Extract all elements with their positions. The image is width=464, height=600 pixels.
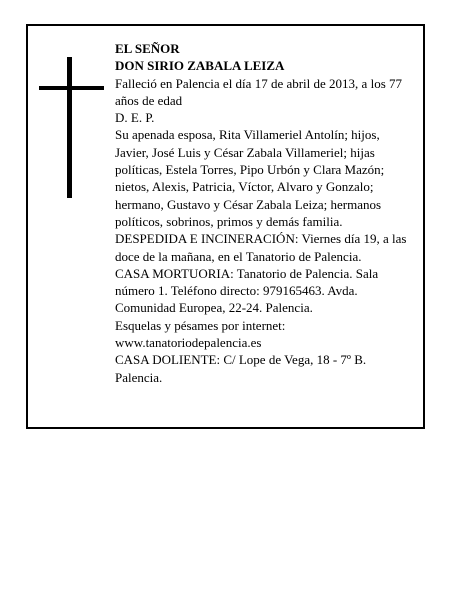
- death-statement: Falleció en Palencia el día 17 de abril de 2013, a los 77 años de edad: [115, 75, 402, 108]
- cross-vertical-bar: [67, 57, 72, 198]
- cross-horizontal-bar: [39, 86, 104, 90]
- farewell-info: DESPEDIDA E INCINERACIÓN: Viernes día 19, a las doce de la mañana, en el Tanatorio de Palencia.: [115, 231, 407, 264]
- rest-in-peace: D. E. P.: [115, 110, 155, 126]
- mourning-home: CASA DOLIENTE: C/ Lope de Vega, 18 - 7º B. Palencia.: [115, 352, 367, 385]
- obituary-text: [115, 40, 415, 386]
- mortuary-info: CASA MORTUORIA: Tanatorio de Palencia. Sala número 1. Teléfono directo: 979165463. Avda. Comunidad Europea, 22-24. Palencia.: [115, 265, 379, 316]
- heading-title: EL SEÑOR: [115, 41, 180, 56]
- obituary-notice: [26, 24, 425, 429]
- deceased-name: DON SIRIO ZABALA LEIZA: [115, 58, 285, 74]
- family-list: Su apenada esposa, Rita Villameriel Antolín; hijos, Javier, José Luis y César Zabala Villameriel; hijas políticas, Estela Torres, Pipo Urbón y Clara Mazón; nietos, Alexis, Patricia, Víctor, Alvaro y Gonzalo; hermano, Gustavo y César Zabala Leiza; hermanos políticos, sobrinos, primos y demás familia.: [115, 127, 385, 229]
- online-condolences: Esquelas y pésames por internet: www.tanatoriodepalencia.es: [115, 317, 286, 351]
